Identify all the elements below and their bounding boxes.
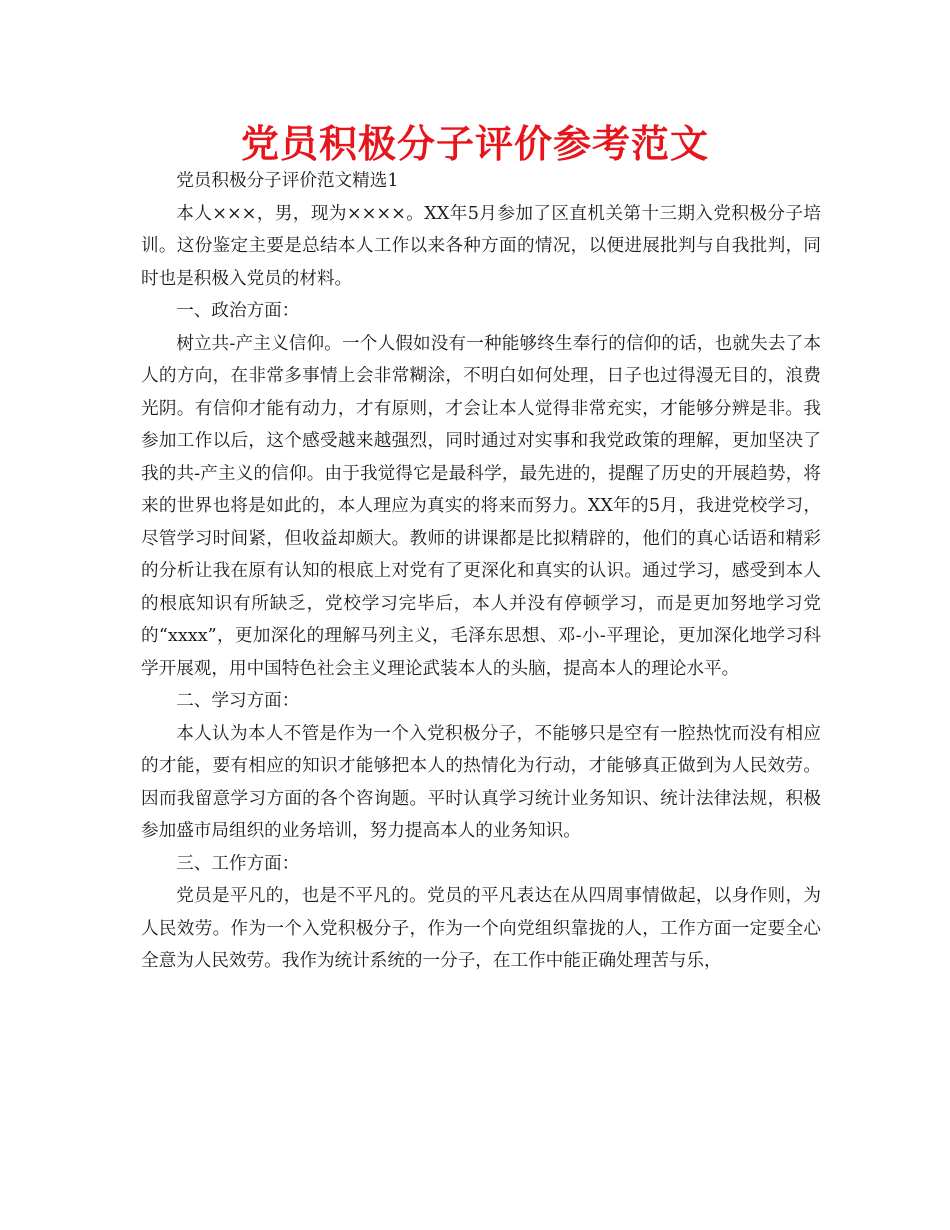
document-title: 党员积极分子评价参考范文: [240, 121, 709, 166]
section-heading-work: 三、工作方面：: [176, 853, 300, 874]
section-heading-politics: 一、政治方面：: [176, 301, 300, 321]
study-paragraph: 本人认为本人不管是作为一个入党积极分子，不能够只是空有一腔热忱而没有相应的才能，要有相应的知识才能够把本人的热情化为行动，才能够真正做到为人民效劳。因而我留意学习方面的各个咨询题。平时认真学习统计业务知识、统计法律法规，积极参加盛市局组织的业务培训，努力提高本人的业务知识。: [141, 723, 821, 841]
section-heading-study: 二、学习方面：: [176, 691, 300, 711]
politics-paragraph: 树立共-产主义信仰。一个人假如没有一种能够终生奉行的信仰的话，也就失去了本人的方向，在非常多事情上会非常糊涂，不明白如何处理，日子也过得漫无目的，浪费光阴。有信仰才能有动力，才有原则，才会让本人觉得非常充实，才能够分辨是非。我参加工作以后，这个感受越来越强烈，同时通过对实事和我党政策的理解，更加坚决了我的共-产主义的信仰。由于我觉得它是最科学，最先进的，提醒了历史的开展趋势，将来的世界也将是如此的，本人理应为真实的将来而努力。XX年的5月，我进党校学习，尽管学习时间紧，但收益却颇大。教师的讲课都是比拟精辟的，他们的真心话语和精彩的分析让我在原有认知的根底上对党有了更深化和真实的认识。通过学习，感受到本人的根底知识有所缺乏，党校学习完毕后，本人并没有停顿学习，而是更加努地学习党的“xxxx”，更加深化的理解马列主义，毛泽东思想、邓-小-平理论，更加深化地学习科学开展观，用中国特色社会主义理论武装本人的头脑，提高本人的理论水平。: [141, 333, 821, 679]
intro-paragraph: 本人×××，男，现为××××。XX年5月参加了区直机关第十三期入党积极分子培训。这份鉴定主要是总结本人工作以来各种方面的情况，以便进展批判与自我批判，同时也是积极入党员的材料。: [141, 203, 821, 289]
document-body: [141, 165, 821, 978]
work-paragraph: 党员是平凡的，也是不平凡的。党员的平凡表达在从四周事情做起，以身作则，为人民效劳。作为一个入党积极分子，作为一个向党组织靠拢的人，工作方面一定要全心全意为人民效劳。我作为统计系统的一分子，在工作中能正确处理苦与乐，: [141, 886, 821, 971]
subtitle-line: 党员积极分子评价范文精选1: [176, 171, 399, 191]
